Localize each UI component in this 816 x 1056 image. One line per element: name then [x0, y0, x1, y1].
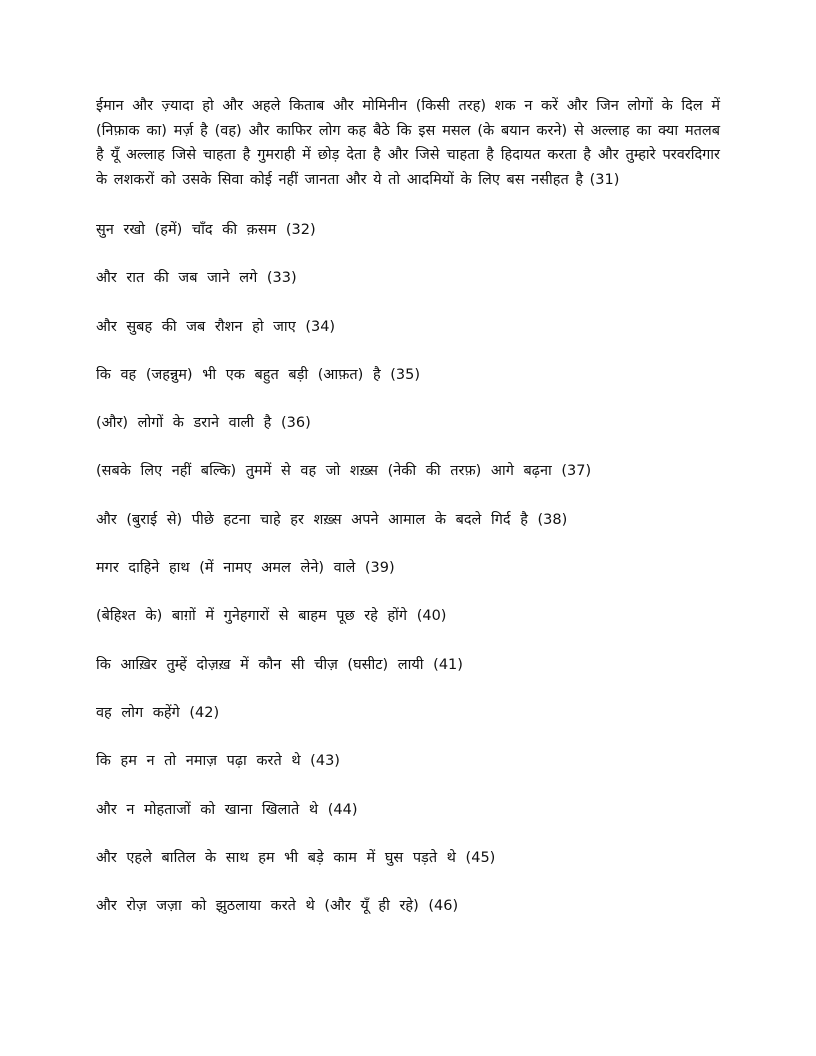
verse-line: मगर दाहिने हाथ (में नामए अमल लेने) वाले (39) — [96, 560, 395, 577]
verse-line: और (बुराई से) पीछे हटना चाहे हर शख़्स अपने आमाल के बदले गिर्द है (38) — [96, 511, 568, 528]
verse-line: और न मोहताजों को खाना खिलाते थे (44) — [96, 801, 358, 818]
verse-line: (और) लोगों के डराने वाली है (36) — [96, 415, 311, 432]
verse-line: और सुबह की जब रौशन हो जाए (34) — [96, 318, 336, 335]
document-page — [96, 94, 720, 942]
verse-line: (सबके लिए नहीं बल्कि) तुममें से वह जो शख़्स (नेकी की तरफ़) आगे बढ़ना (37) — [96, 463, 592, 480]
verse-line: और रात की जब जाने लगे (33) — [96, 270, 297, 287]
lead-paragraph: ईमान और ज़्यादा हो और अहले किताब और मोमिनीन (किसी तरह) शक न करें और जिन लोगों के दिल में (निफ़ाक का) मर्ज़ है (वह) और काफिर लोग कह बैठे कि इस मसल (के बयान करने) से अल्लाह का क्या मतलब है यूँ अल्लाह जिसे चाहता है गुमराही में छोड़ देता है और जिसे चाहता है हिदायत करता है और तुम्हारे परवरदिगार के लशकरों को उसके सिवा कोई नहीं जानता और ये तो आदमियों के लिए बस नसीहत है (31) — [96, 98, 720, 188]
verse-list — [96, 218, 720, 942]
verse-line: कि वह (जहन्नुम) भी एक बहुत बड़ी (आफ़त) है (35) — [96, 366, 421, 383]
verse-line: और रोज़ जज़ा को झुठलाया करते थे (और यूँ ही रहे) (46) — [96, 898, 459, 915]
verse-line: सुन रखो (हमें) चाँद की क़सम (32) — [96, 222, 316, 238]
verse-line: कि हम न तो नमाज़ पढ़ा करते थे (43) — [96, 753, 340, 770]
verse-line: (बेहिश्त के) बाग़ों में गुनेहगारों से बाहम पूछ रहे होंगे (40) — [96, 608, 447, 625]
verse-line: वह लोग कहेंगे (42) — [96, 704, 220, 721]
verse-line: और एहले बातिल के साथ हम भी बड़े काम में घुस पड़ते थे (45) — [96, 849, 496, 866]
verse-line: कि आख़िर तुम्हें दोज़ख़ में कौन सी चीज़ (घसीट) लायी (41) — [96, 656, 463, 673]
